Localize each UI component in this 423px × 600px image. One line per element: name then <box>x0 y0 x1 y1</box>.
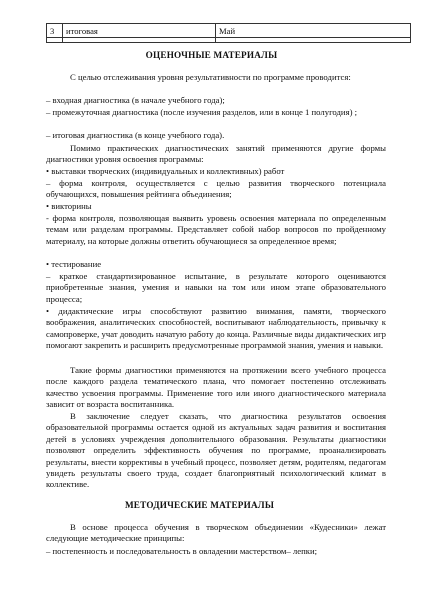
paragraph-conclusion: В заключение следует сказать, что диагностика результатов освоения образовательной программы остается одной из актуальных задач развития и воспитания детей в условиях учреждения дополнительного образования. Результаты диагностики позволяют определить эффективность обучения по программе, проанализировать результаты, внести коррективы в учебный процесс, позволяет детям, родителям, педагогам увидеть результаты своего труда, создает благоприятный психологический климат в коллективе. <box>46 411 386 490</box>
list-item-intermediate-diagnostics: – промежуточная диагностика (после изучения разделов, или в конце 1 полугодия) ; <box>46 107 358 117</box>
bullet-exhibitions: • выставки творческих (индивидуальных и коллективных) работ <box>46 166 285 176</box>
bullet-quizzes: • викторины <box>46 201 92 211</box>
list-item-gradual-mastery: – постепенность и последовательность в овладении мастерством– лепки; <box>46 546 318 556</box>
bullet-quizzes-description: - форма контроля, позволяющая выявить уровень освоения материала по определенным темам или разделам программы. Представляет собой набор вопросов по пройденному материалу, на которые должны ответить обучающиеся за определенное время; <box>46 213 386 246</box>
paragraph-other-forms: Помимо практических диагностических занятий применяются другие формы диагностики уровня освоения программы: <box>46 143 386 165</box>
table-row-stub <box>47 38 411 43</box>
schedule-table <box>46 23 411 43</box>
heading-methodical-materials: МЕТОДИЧЕСКИЕ МАТЕРИАЛЫ <box>124 500 275 510</box>
bullet-testing-description: – краткое стандартизированное испытание, в результате которого оцениваются приобретенные знания, умения и навыки на том или ином этапе образовательного процесса; <box>46 271 386 304</box>
heading-assessment-materials: ОЦЕНОЧНЫЕ МАТЕРИАЛЫ <box>145 50 278 60</box>
paragraph-intro: С целью отслеживания уровня результативности по программе проводится: <box>70 72 351 82</box>
table-row <box>47 24 411 38</box>
table-cell-month: Май <box>216 24 411 38</box>
table-cell <box>216 38 411 43</box>
table-cell-type: итоговая <box>63 24 216 38</box>
paragraph-application: Такие формы диагностики применяются на протяжении всего учебного процесса после каждого раздела тематического плана, что помогает постепенно отслеживать качество усвоения программы. Применение того или иного диагностического материала зависит от возраста воспитанника. <box>46 365 386 410</box>
list-item-final-diagnostics: – итоговая диагностика (в конце учебного года). <box>46 130 225 140</box>
bullet-exhibitions-description: – форма контроля, осуществляется с целью развития творческого потенциала обучающихся, повышения рейтинга объединения; <box>46 178 386 200</box>
bullet-didactic-games: • дидактические игры способствуют развитию внимания, памяти, творческого воображения, аналитических способностей, воспитывают наблюдательность, привычку к самопроверке, учат доводить начатую работу до конца. Различные виды дидактических игр помогают закрепить и расширить предусмотренные программой знания, умения и навыки. <box>46 306 386 351</box>
table-cell <box>47 38 63 43</box>
bullet-testing: • тестирование <box>46 259 102 269</box>
table-cell <box>63 38 216 43</box>
paragraph-principles: В основе процесса обучения в творческом объединении «Кудесники» лежат следующие методические принципы: <box>46 522 386 544</box>
list-item-entry-diagnostics: – входная диагностика (в начале учебного года); <box>46 95 225 105</box>
table-cell-number: 3 <box>47 24 63 38</box>
